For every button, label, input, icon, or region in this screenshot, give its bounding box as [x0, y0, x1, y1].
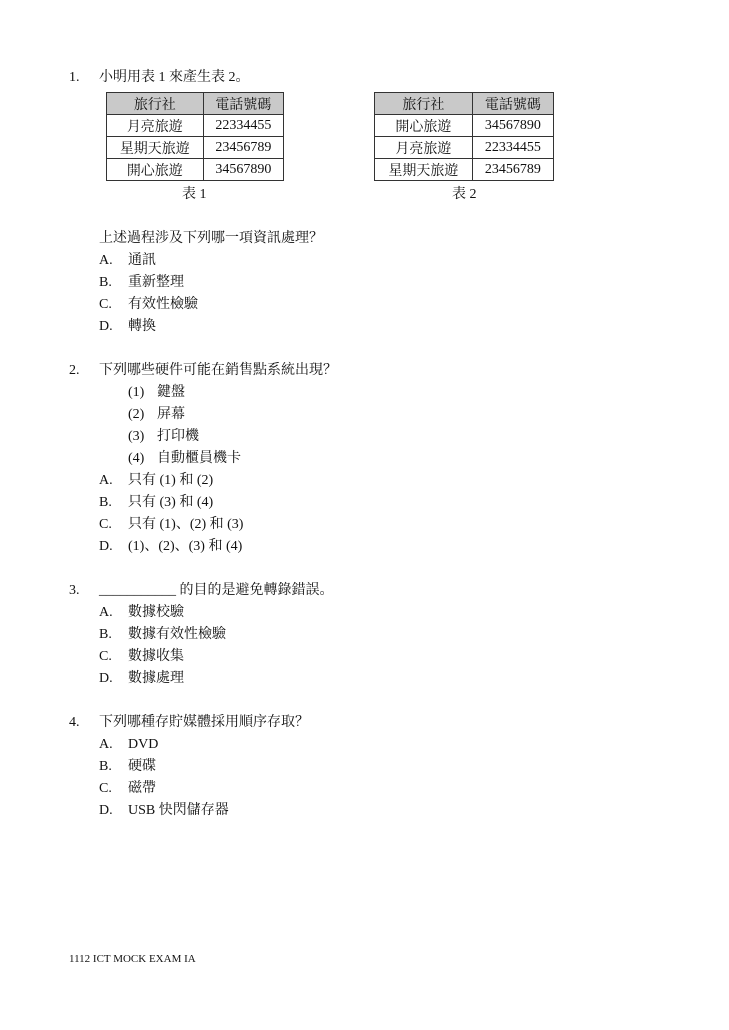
q4-option-a-label: A. — [99, 737, 113, 752]
q2-option-c-text: 只有 (1)、(2) 和 (3) — [128, 517, 244, 532]
table-cell: 22334455 — [472, 137, 553, 159]
table-cell: 23456789 — [203, 137, 283, 159]
q2-item-label: (1) — [128, 385, 145, 400]
q1-option-d-text: 轉換 — [128, 319, 156, 334]
q2-option-a-label: A. — [99, 473, 113, 488]
table-cell: 開心旅遊 — [375, 115, 473, 137]
q4-stem: 下列哪種存貯媒體採用順序存取？ — [99, 715, 309, 730]
q4-option-d-text: USB 快閃儲存器 — [128, 803, 229, 818]
table-2 — [374, 92, 554, 181]
q3-option-c-text: 數據收集 — [128, 649, 184, 664]
table-2-caption: 表 2 — [452, 187, 477, 202]
table-1-header: 電話號碼 — [203, 93, 283, 115]
q1-option-b-text: 重新整理 — [128, 275, 184, 290]
q3-option-c-label: C. — [99, 649, 112, 664]
q4-option-c-label: C. — [99, 781, 112, 796]
table-row — [375, 137, 554, 159]
table-row — [375, 115, 554, 137]
page-footer: 1112 ICT MOCK EXAM IA — [69, 953, 196, 965]
table-cell: 月亮旅遊 — [375, 137, 473, 159]
q3-stem: ___________ 的目的是避免轉錄錯誤。 — [99, 583, 334, 598]
table-cell: 開心旅遊 — [107, 159, 204, 181]
table-row — [107, 159, 284, 181]
q4-number: 4. — [69, 715, 80, 730]
q3-number: 3. — [69, 583, 80, 598]
q1-option-a-text: 通訊 — [128, 253, 156, 268]
q4-option-a-text: DVD — [128, 737, 159, 752]
q3-option-d-text: 數據處理 — [128, 671, 184, 686]
table-row — [107, 115, 284, 137]
q1-stem: 小明用表 1 來產生表 2。 — [99, 70, 250, 85]
q2-item-label: (2) — [128, 407, 145, 422]
table-1-header: 旅行社 — [107, 93, 204, 115]
q2-option-b-label: B. — [99, 495, 112, 510]
q4-option-d-label: D. — [99, 803, 113, 818]
q2-number: 2. — [69, 363, 80, 378]
q2-item-text: 打印機 — [157, 429, 199, 444]
q3-option-b-label: B. — [99, 627, 112, 642]
table-cell: 星期天旅遊 — [375, 159, 473, 181]
q1-number: 1. — [69, 70, 80, 85]
table-cell: 34567890 — [472, 115, 553, 137]
table-cell: 34567890 — [203, 159, 283, 181]
q2-option-d-label: D. — [99, 539, 113, 554]
table-1 — [106, 92, 284, 181]
q3-option-a-label: A. — [99, 605, 113, 620]
table-cell: 月亮旅遊 — [107, 115, 204, 137]
q1-question: 上述過程涉及下列哪一項資訊處理？ — [99, 231, 323, 246]
q2-stem: 下列哪些硬件可能在銷售點系統出現？ — [99, 363, 337, 378]
q2-option-b-text: 只有 (3) 和 (4) — [128, 495, 214, 510]
q3-option-b-text: 數據有效性檢驗 — [128, 627, 226, 642]
table-2-header: 電話號碼 — [472, 93, 553, 115]
q1-option-d-label: D. — [99, 319, 113, 334]
q3-option-a-text: 數據校驗 — [128, 605, 184, 620]
q4-option-b-label: B. — [99, 759, 112, 774]
q1-option-c-text: 有效性檢驗 — [128, 297, 198, 312]
q3-option-d-label: D. — [99, 671, 113, 686]
table-cell: 星期天旅遊 — [107, 137, 204, 159]
q2-item-text: 屏幕 — [157, 407, 185, 422]
q1-option-a-label: A. — [99, 253, 113, 268]
table-1-caption: 表 1 — [182, 187, 207, 202]
q2-option-a-text: 只有 (1) 和 (2) — [128, 473, 214, 488]
q2-option-d-text: (1)、(2)、(3) 和 (4) — [128, 539, 243, 554]
q2-item-text: 鍵盤 — [157, 385, 185, 400]
q4-option-c-text: 磁帶 — [128, 781, 156, 796]
table-cell: 22334455 — [203, 115, 283, 137]
table-2-header: 旅行社 — [375, 93, 473, 115]
q2-option-c-label: C. — [99, 517, 112, 532]
table-row — [107, 137, 284, 159]
table-cell: 23456789 — [472, 159, 553, 181]
q2-item-label: (3) — [128, 429, 145, 444]
table-row — [375, 159, 554, 181]
q2-item-label: (4) — [128, 451, 145, 466]
q1-option-c-label: C. — [99, 297, 112, 312]
q4-option-b-text: 硬碟 — [128, 759, 156, 774]
q1-option-b-label: B. — [99, 275, 112, 290]
q2-item-text: 自動櫃員機卡 — [157, 451, 241, 466]
